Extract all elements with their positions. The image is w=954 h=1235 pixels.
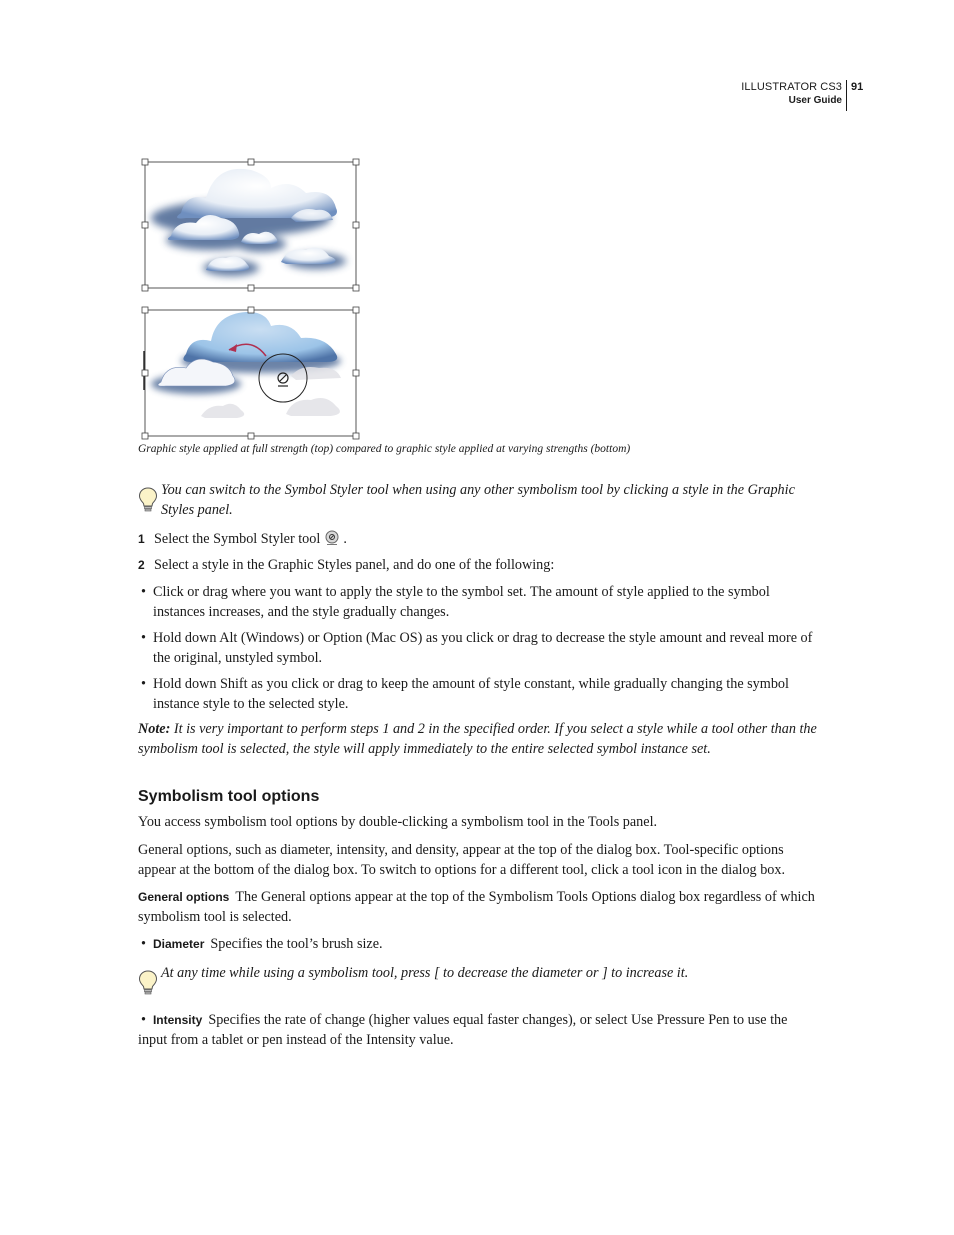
header-title: ILLUSTRATOR CS3 (741, 81, 842, 93)
list-item-text: Hold down Alt (Windows) or Option (Mac OS) as you click or drag to decrease the style amount and reveal more of the original, unstyled symbol. (153, 630, 813, 666)
section-heading: Symbolism tool options (138, 788, 320, 805)
symbol-styler-tool-icon (324, 530, 340, 546)
page-number: 91 (851, 81, 864, 93)
step-suffix: . (343, 531, 347, 547)
list-item-text: Hold down Shift as you click or drag to keep the amount of style constant, while gradually changing the symbol instance style to the selected style. (153, 676, 789, 712)
note-label: Note: (138, 721, 171, 737)
note-paragraph (138, 720, 818, 759)
general-options-text: The General options appear at the top of the Symbolism Tools Options dialog box regardless of which symbolism tool is selected. (138, 889, 815, 925)
bullet-marker: • (141, 630, 146, 646)
section-para-1: You access symbolism tool options by double-clicking a symbolism tool in the Tools panel. (138, 814, 658, 830)
figure-bottom-varying-strength (141, 306, 361, 440)
step-number: 2 (138, 558, 145, 572)
header-divider (846, 80, 847, 111)
step-text: Select a style in the Graphic Styles panel, and do one of the following: (154, 557, 555, 573)
diameter-text: Specifies the tool’s brush size. (210, 936, 383, 952)
general-options-entry (138, 888, 818, 927)
running-header (741, 80, 842, 108)
lightbulb-tip-icon (138, 487, 158, 513)
bullet-marker: • (141, 936, 146, 952)
step-number: 1 (138, 532, 145, 546)
lightbulb-tip-icon (138, 970, 158, 996)
bullet-marker: • (141, 676, 146, 692)
note-text: It is very important to perform steps 1 and 2 in the specified order. If you select a style while a tool other than the symbolism tool is selected, the style will apply immediately to the entire selected symbol instance set. (138, 721, 817, 757)
list-item-text: Click or drag where you want to apply the style to the symbol set. The amount of style applied to the symbol instances increases, and the style gradually changes. (153, 584, 770, 620)
list-item (138, 629, 818, 668)
step-1 (138, 530, 818, 550)
step-2 (138, 556, 818, 576)
list-item-diameter (138, 935, 818, 955)
intensity-label: Intensity (152, 1013, 203, 1027)
general-options-label: General options (138, 890, 230, 904)
figure-caption: Graphic style applied at full strength (top) compared to graphic style applied at varying strengths (bottom) (138, 443, 631, 455)
diameter-label: Diameter (153, 937, 205, 951)
figure-top-full-strength (141, 158, 361, 292)
step-text: Select the Symbol Styler tool (154, 531, 321, 547)
bullet-marker: • (141, 584, 146, 600)
tip-diameter-shortcut: At any time while using a symbolism tool, press [ to decrease the diameter or ] to increase it. (161, 965, 689, 981)
section-para-2: General options, such as diameter, intensity, and density, appear at the top of the dialog box. Tool-specific options appear at the bottom of the dialog box. To switch to options for a different tool, click a tool icon in the dialog box. (138, 842, 786, 878)
tip-symbol-styler: You can switch to the Symbol Styler tool when using any other symbolism tool by clicking a style in the Graphic Styles panel. (161, 482, 795, 518)
list-item (138, 675, 818, 714)
list-item-intensity (138, 1011, 818, 1050)
header-subtitle: User Guide (788, 95, 842, 106)
list-item (138, 583, 818, 622)
intensity-text: Specifies the rate of change (higher values equal faster changes), or select Use Pressure Pen to use the input from a tablet or pen instead of the Intensity value. (138, 1012, 788, 1048)
bullet-marker: • (141, 1012, 146, 1028)
